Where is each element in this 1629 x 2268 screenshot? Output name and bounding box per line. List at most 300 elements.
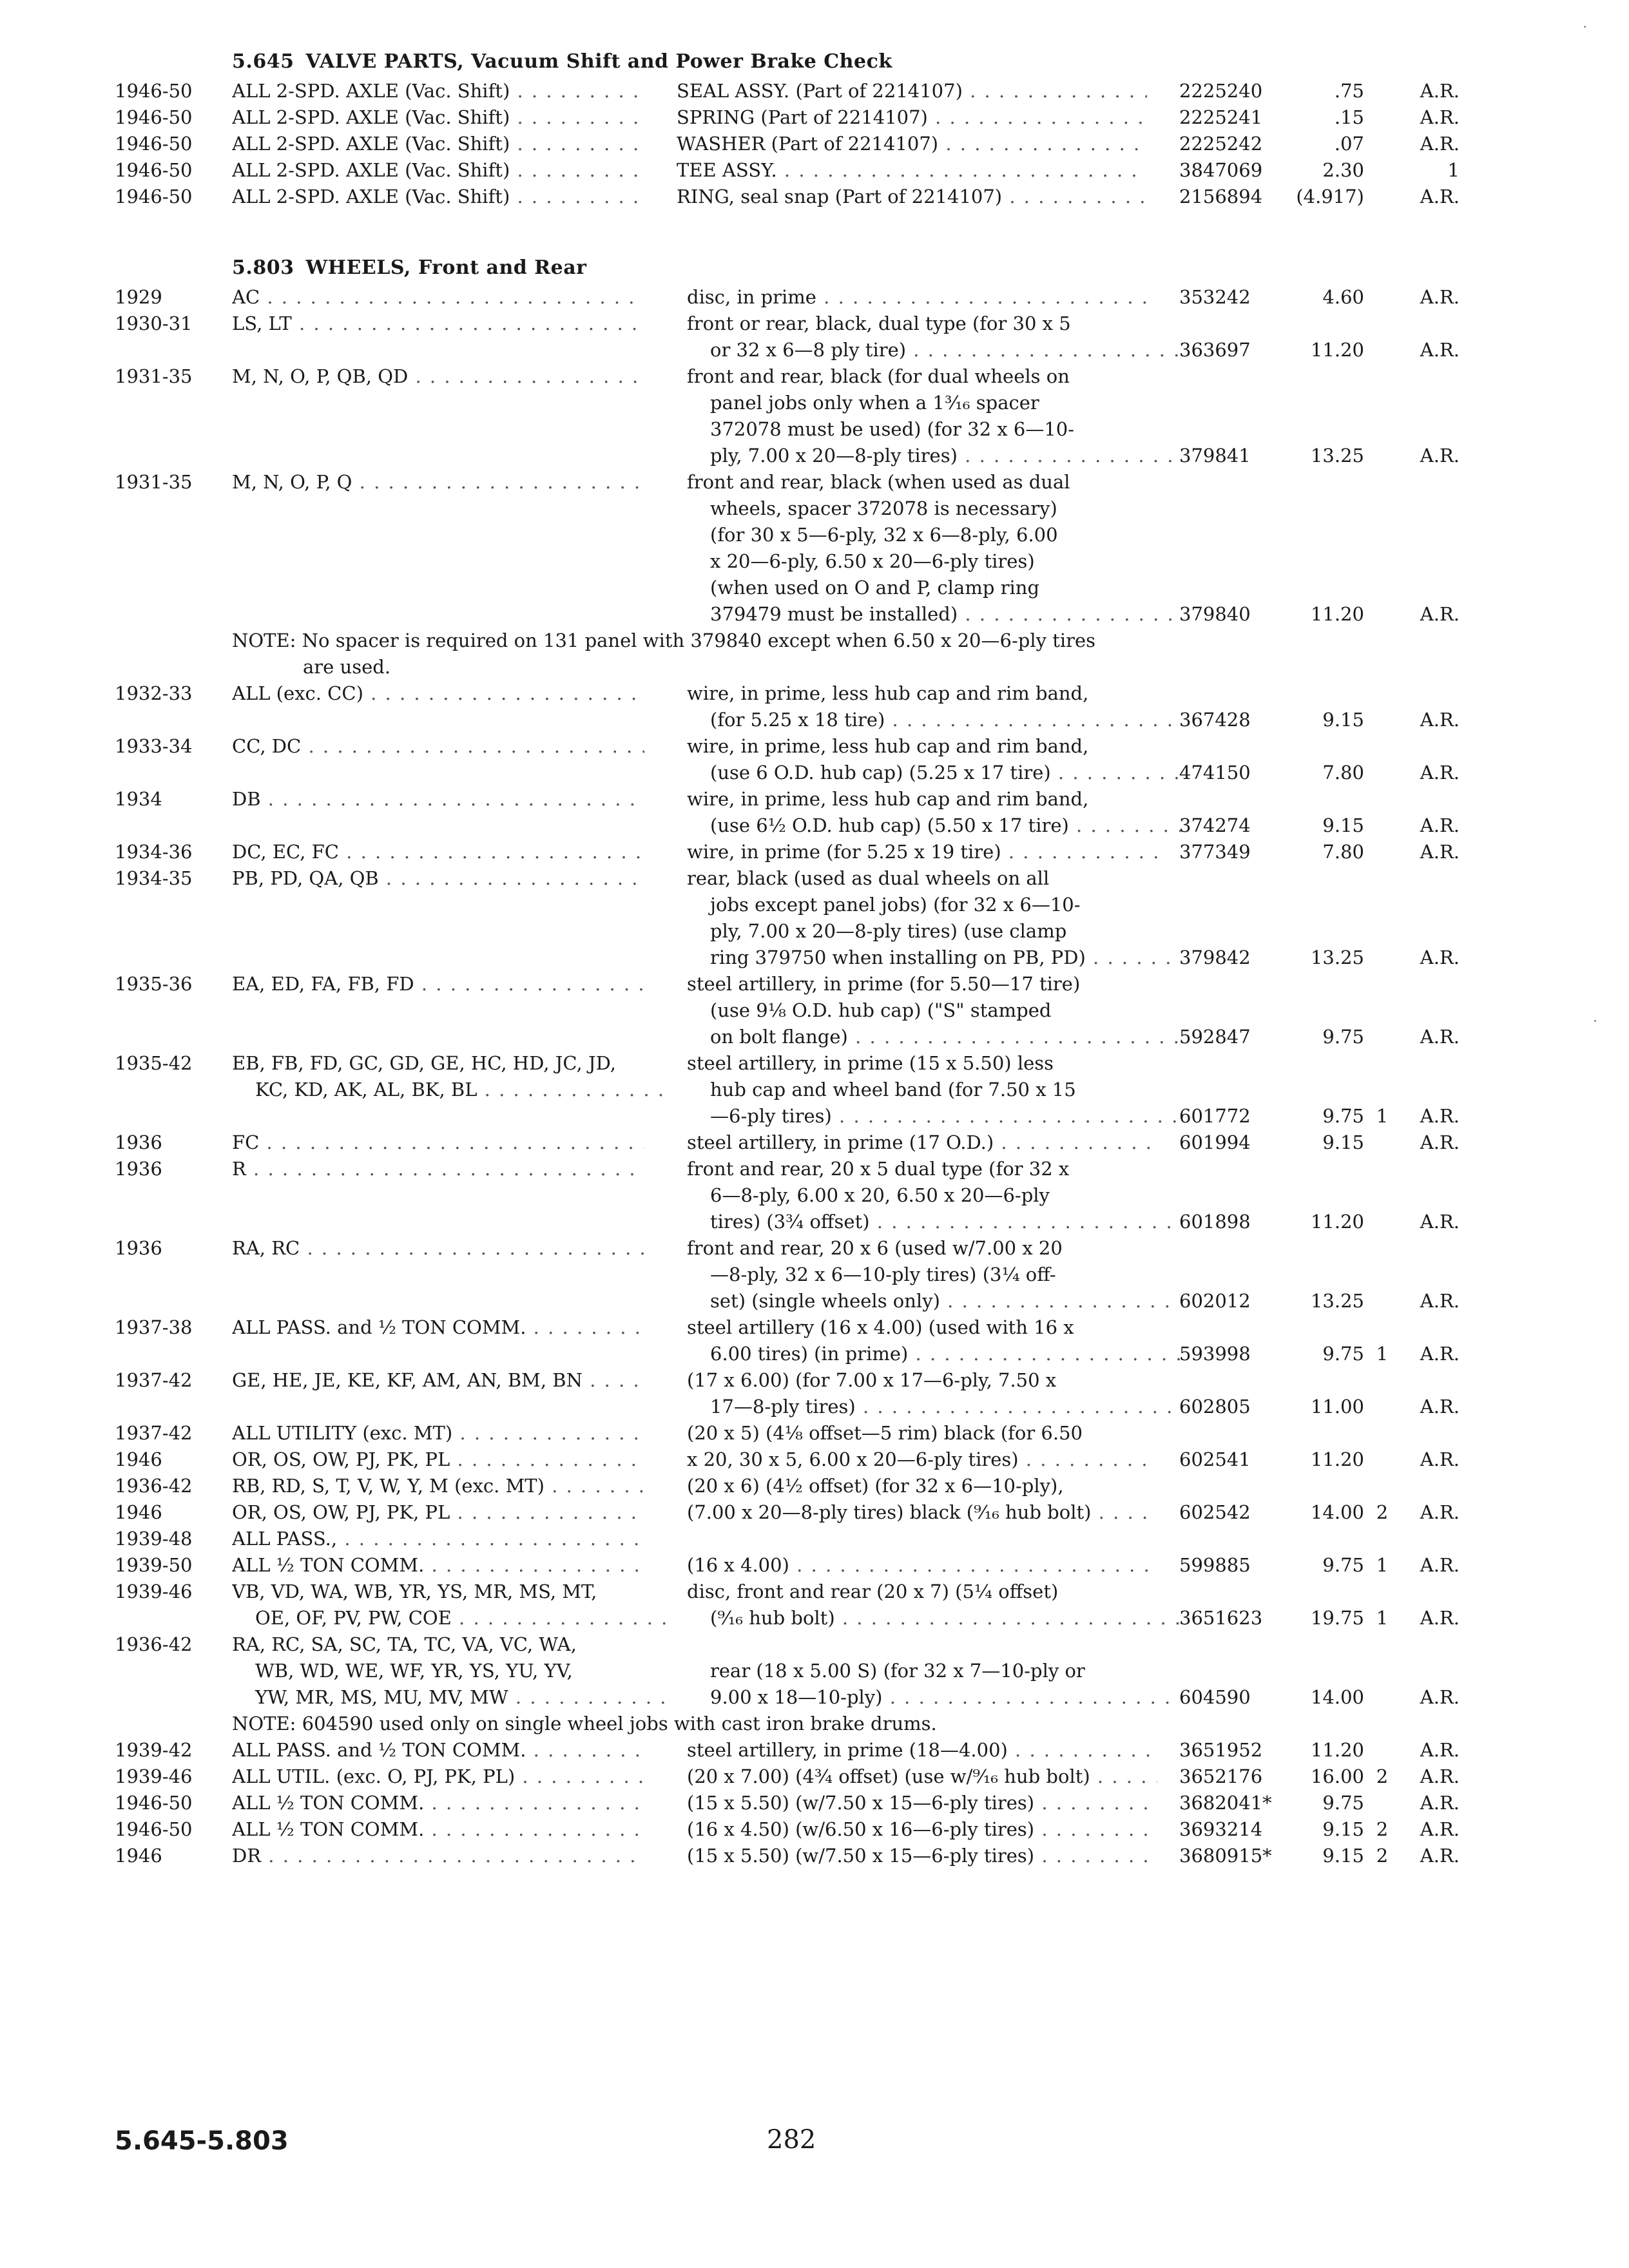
description-cell <box>687 575 1181 601</box>
description-cell <box>687 1658 1181 1684</box>
description-text: wire, in prime (for 5.25 x 19 tire) <box>687 841 1001 863</box>
part-number-cell: 353242 <box>1179 286 1251 308</box>
row-line <box>0 443 1629 469</box>
description-text: SEAL ASSY. (Part of 2214107) <box>677 80 963 102</box>
leader-dots <box>940 1290 1181 1312</box>
models-text: EB, FB, FD, GC, GD, GE, HC, HD, JC, JD, <box>232 1052 617 1074</box>
scan-speck <box>1594 1020 1596 1022</box>
years-cell: 1946-50 <box>115 186 193 207</box>
models-text: LS, LT <box>232 312 292 334</box>
row-line <box>0 469 1629 495</box>
price-cell: 7.80 <box>1322 841 1364 863</box>
leader-dots <box>339 841 644 863</box>
description-text: ply, 7.00 x 20—8-ply tires) <box>710 445 958 466</box>
row-line <box>0 1288 1629 1314</box>
leader-dots <box>526 1739 644 1761</box>
row-line <box>0 786 1629 812</box>
leader-dots <box>1091 1501 1157 1523</box>
models-cell <box>232 104 644 131</box>
row-line <box>0 104 1629 131</box>
part-number-cell: 602012 <box>1179 1290 1251 1312</box>
years-cell: 1934-35 <box>115 867 193 889</box>
description-cell <box>687 1579 1157 1605</box>
row-line <box>0 1816 1629 1843</box>
leader-dots <box>545 1475 644 1497</box>
description-text: (15 x 5.50) (w/7.50 x 15—6-ply tires) <box>687 1792 1035 1814</box>
part-number-cell: 379841 <box>1179 445 1251 466</box>
price-cell: 14.00 <box>1310 1501 1364 1523</box>
models-cell <box>232 1816 644 1843</box>
leader-dots <box>261 788 644 810</box>
years-cell: 1946 <box>115 1845 162 1867</box>
scan-speck <box>1584 26 1586 28</box>
leader-dots <box>477 1079 668 1100</box>
models-text: RB, RD, S, T, V, W, Y, M (exc. MT) <box>232 1475 545 1497</box>
description-cell <box>687 1209 1181 1235</box>
row-line <box>0 1552 1629 1579</box>
description-text: rear, black (used as dual wheels on all <box>687 867 1050 889</box>
description-cell <box>687 1077 1181 1103</box>
models-text: DB <box>232 788 261 810</box>
row-line <box>0 416 1629 443</box>
description-text: wheels, spacer 372078 is necessary) <box>710 497 1057 519</box>
description-cell <box>687 1235 1157 1262</box>
row-line <box>0 1262 1629 1288</box>
description-cell <box>687 1552 1157 1579</box>
models-text: ALL ½ TON COMM. <box>232 1818 425 1840</box>
price-cell: 9.75 <box>1322 1343 1364 1365</box>
models-cell <box>232 1499 644 1526</box>
part-number-cell: 3651952 <box>1179 1739 1263 1761</box>
quantity-cell: 1 <box>1376 1607 1389 1629</box>
leader-dots <box>508 1686 668 1708</box>
section-number: 5.645 <box>232 50 294 73</box>
usage-cell: A.R. <box>1420 1131 1460 1153</box>
row-line <box>0 1077 1629 1103</box>
description-text: (16 x 4.50) (w/6.50 x 16—6-ply tires) <box>687 1818 1035 1840</box>
models-cell <box>232 1631 644 1658</box>
description-text: panel jobs only when a 1³⁄₁₆ spacer <box>710 392 1039 414</box>
note-line: NOTE: No spacer is required on 131 panel with 379840 except when 6.50 x 20—6-ply tires <box>232 629 1096 651</box>
models-cell <box>232 311 644 337</box>
usage-cell: A.R. <box>1420 445 1460 466</box>
years-cell: 1939-46 <box>115 1581 193 1602</box>
table-row <box>0 1790 1629 1816</box>
row-line <box>0 1314 1629 1341</box>
table-row <box>0 311 1629 363</box>
table-row <box>0 680 1629 733</box>
leader-dots <box>1034 1818 1157 1840</box>
description-text: 9.00 x 18—10-ply) <box>710 1686 883 1708</box>
description-cell <box>687 1420 1157 1446</box>
leader-dots <box>510 159 644 181</box>
models-cell <box>232 157 644 184</box>
description-cell <box>677 131 1147 157</box>
models-cell <box>232 1473 644 1499</box>
models-text: M, N, O, P, Q <box>232 471 352 493</box>
part-number-cell: 3652176 <box>1179 1765 1263 1787</box>
description-text: x 20, 30 x 5, 6.00 x 20—6-ply tires) <box>687 1448 1019 1470</box>
price-cell: .07 <box>1334 133 1364 155</box>
price-cell: (4.917) <box>1296 186 1364 207</box>
description-text: (20 x 5) (4⅛ offset—5 rim) black (for 6.50 <box>687 1422 1083 1444</box>
usage-cell: A.R. <box>1420 1845 1460 1867</box>
part-number-cell: 602805 <box>1179 1396 1251 1418</box>
usage-cell: 1 <box>1447 159 1460 181</box>
leader-dots <box>1051 762 1181 783</box>
row-line <box>0 1129 1629 1156</box>
description-cell <box>687 918 1181 945</box>
models-cell <box>232 1314 644 1341</box>
years-cell: 1939-42 <box>115 1739 193 1761</box>
leader-dots <box>424 1818 644 1840</box>
price-cell: 11.20 <box>1310 603 1364 625</box>
description-cell <box>687 469 1157 495</box>
table-row <box>0 284 1629 311</box>
models-cell <box>232 1684 668 1711</box>
description-cell <box>687 945 1181 971</box>
years-cell: 1931-35 <box>115 471 193 493</box>
description-cell <box>687 1499 1157 1526</box>
leader-dots <box>510 80 644 102</box>
models-text: ALL (exc. CC) <box>232 682 363 704</box>
footer-section-range: 5.645-5.803 <box>115 2126 289 2156</box>
quantity-cell: 1 <box>1376 1343 1389 1365</box>
table-row <box>0 104 1629 131</box>
leader-dots <box>994 1131 1157 1153</box>
description-cell <box>687 1605 1181 1631</box>
description-text: front and rear, 20 x 6 (used w/7.00 x 20 <box>687 1237 1063 1259</box>
models-cell <box>232 1367 644 1394</box>
description-cell <box>687 1129 1157 1156</box>
usage-cell: A.R. <box>1420 1554 1460 1576</box>
table-row <box>0 839 1629 865</box>
leader-dots <box>301 735 644 757</box>
years-cell: 1932-33 <box>115 682 193 704</box>
table-row <box>0 1156 1629 1235</box>
description-cell <box>687 1024 1181 1050</box>
description-cell <box>687 1103 1181 1129</box>
models-text: OE, OF, PV, PW, COE <box>255 1607 452 1629</box>
description-cell <box>677 184 1147 210</box>
models-text: RA, RC <box>232 1237 300 1259</box>
price-cell: 16.00 <box>1310 1765 1364 1787</box>
row-line <box>0 892 1629 918</box>
description-cell <box>687 786 1157 812</box>
models-text: ALL 2-SPD. AXLE (Vac. Shift) <box>232 159 510 181</box>
row-line <box>0 1605 1629 1631</box>
part-number-cell: 3682041* <box>1179 1792 1272 1814</box>
description-text: (15 x 5.50) (w/7.50 x 15—6-ply tires) <box>687 1845 1035 1867</box>
years-cell: 1933-34 <box>115 735 193 757</box>
leader-dots <box>337 1528 644 1550</box>
models-text: AC <box>232 286 260 308</box>
part-number-cell: 2225241 <box>1179 106 1263 128</box>
section-title: VALVE PARTS, <box>305 50 465 73</box>
row-line <box>0 1684 1629 1711</box>
table-row <box>0 131 1629 157</box>
description-text: (for 30 x 5—6-ply, 32 x 6—8-ply, 6.00 <box>710 524 1058 546</box>
models-cell <box>232 1050 644 1077</box>
row-line <box>0 760 1629 786</box>
models-cell <box>232 1077 668 1103</box>
part-number-cell: 2225240 <box>1179 80 1263 102</box>
table-row <box>0 1737 1629 1763</box>
row-line <box>0 1737 1629 1763</box>
models-text: GE, HE, JE, KE, KF, AM, AN, BM, BN <box>232 1369 583 1391</box>
description-cell <box>687 892 1181 918</box>
description-cell <box>687 1473 1157 1499</box>
table-row <box>0 1526 1629 1552</box>
part-number-cell: 474150 <box>1179 762 1251 783</box>
years-cell: 1934-36 <box>115 841 193 863</box>
part-number-cell: 2156894 <box>1179 186 1263 207</box>
description-cell <box>687 284 1157 311</box>
row-line <box>0 575 1629 601</box>
description-text: ply, 7.00 x 20—8-ply tires) (use clamp <box>710 920 1067 942</box>
description-text: (use 6 O.D. hub cap) (5.25 x 17 tire) <box>710 762 1051 783</box>
part-number-cell: 379840 <box>1179 603 1251 625</box>
models-cell <box>232 1843 644 1869</box>
models-cell <box>232 1658 668 1684</box>
table-row <box>0 733 1629 786</box>
description-cell <box>687 1288 1181 1314</box>
leader-dots <box>777 159 1147 181</box>
description-text: (20 x 7.00) (4¾ offset) (use w/⁹⁄₁₆ hub bolt) <box>687 1765 1090 1787</box>
years-cell: 1939-48 <box>115 1528 193 1550</box>
description-text: wire, in prime, less hub cap and rim band, <box>687 682 1089 704</box>
description-text: (⁹⁄₁₆ hub bolt) <box>710 1607 835 1629</box>
section-subtitle: Vacuum Shift and Power Brake Check <box>471 50 892 73</box>
leader-dots <box>526 1316 644 1338</box>
table-row <box>0 1314 1629 1367</box>
part-number-cell: 599885 <box>1179 1554 1251 1576</box>
description-text: —8-ply, 32 x 6—10-ply tires) (3¼ off- <box>710 1264 1056 1285</box>
description-cell <box>687 548 1181 575</box>
table-row <box>0 865 1629 971</box>
models-text: RA, RC, SA, SC, TA, TC, VA, VC, WA, <box>232 1633 577 1655</box>
description-text: steel artillery, in prime (17 O.D.) <box>687 1131 994 1153</box>
models-text: M, N, O, P, QB, QD <box>232 365 409 387</box>
part-number-cell: 379842 <box>1179 947 1251 968</box>
leader-dots <box>363 682 644 704</box>
description-text: (7.00 x 20—8-ply tires) black (⁹⁄₁₆ hub bolt) <box>687 1501 1092 1523</box>
description-text: steel artillery, in prime (15 x 5.50) less <box>687 1052 1054 1074</box>
usage-cell: A.R. <box>1420 1607 1460 1629</box>
leader-dots <box>414 973 644 995</box>
description-text: steel artillery, in prime (for 5.50—17 tire) <box>687 973 1081 995</box>
years-cell: 1946 <box>115 1501 162 1523</box>
description-text: (use 9⅛ O.D. hub cap) ("S" stamped <box>710 999 1052 1021</box>
description-cell <box>687 1446 1157 1473</box>
years-cell: 1931-35 <box>115 365 193 387</box>
usage-cell: A.R. <box>1420 339 1460 361</box>
part-number-cell: 3847069 <box>1179 159 1263 181</box>
price-cell: 9.15 <box>1322 1131 1364 1153</box>
table-row <box>0 363 1629 469</box>
years-cell: 1946 <box>115 1448 162 1470</box>
description-cell <box>687 1684 1181 1711</box>
description-text: 17—8-ply tires) <box>710 1396 856 1418</box>
price-cell: 13.25 <box>1310 947 1364 968</box>
models-cell <box>232 284 644 311</box>
years-cell: 1937-42 <box>115 1369 193 1391</box>
years-cell: 1936 <box>115 1158 162 1180</box>
usage-cell: A.R. <box>1420 1792 1460 1814</box>
years-cell: 1930-31 <box>115 312 193 334</box>
leader-dots <box>908 1343 1181 1365</box>
years-cell: 1946-50 <box>115 80 193 102</box>
quantity-cell: 1 <box>1376 1105 1389 1127</box>
years-cell: 1936 <box>115 1237 162 1259</box>
description-text: (16 x 4.00) <box>687 1554 789 1576</box>
years-cell: 1946-50 <box>115 159 193 181</box>
leader-dots <box>816 286 1157 308</box>
years-cell: 1937-42 <box>115 1422 193 1444</box>
row-line <box>0 1499 1629 1526</box>
description-text: disc, in prime <box>687 286 816 308</box>
leader-dots <box>352 471 644 493</box>
row-line <box>0 131 1629 157</box>
row-line <box>0 1235 1629 1262</box>
price-cell: .75 <box>1334 80 1364 102</box>
row-line <box>0 495 1629 522</box>
row-line <box>0 1446 1629 1473</box>
leader-dots <box>1090 1765 1157 1787</box>
description-cell <box>687 733 1157 760</box>
row-line <box>0 311 1629 337</box>
leader-dots <box>510 186 644 207</box>
models-text: CC, DC <box>232 735 302 757</box>
quantity-cell: 2 <box>1376 1765 1389 1787</box>
price-cell: 11.20 <box>1310 1211 1364 1233</box>
models-text: R <box>232 1158 246 1180</box>
leader-dots <box>928 106 1147 128</box>
table-row <box>0 1129 1629 1156</box>
description-text: disc, front and rear (20 x 7) (5¼ offset) <box>687 1581 1059 1602</box>
description-text: (use 6½ O.D. hub cap) (5.50 x 17 tire) <box>710 814 1069 836</box>
models-text: YW, MR, MS, MU, MV, MW <box>255 1686 508 1708</box>
table-row <box>0 1763 1629 1790</box>
leader-dots <box>835 1607 1181 1629</box>
leader-dots <box>958 603 1181 625</box>
table-row <box>0 1446 1629 1473</box>
models-cell <box>232 786 644 812</box>
part-number-cell: 601994 <box>1179 1131 1251 1153</box>
row-line <box>0 284 1629 311</box>
description-cell <box>677 104 1147 131</box>
years-cell: 1946-50 <box>115 1818 193 1840</box>
price-cell: 9.75 <box>1322 1792 1364 1814</box>
description-text: front or rear, black, dual type (for 30 x 5 <box>687 312 1071 334</box>
description-text: 6.00 tires) (in prime) <box>710 1343 909 1365</box>
description-cell <box>687 1156 1157 1182</box>
part-number-cell: 377349 <box>1179 841 1251 863</box>
row-line <box>0 1843 1629 1869</box>
row-line <box>0 363 1629 390</box>
description-cell <box>687 337 1181 363</box>
section-subtitle: Front and Rear <box>418 256 587 279</box>
models-text: ALL 2-SPD. AXLE (Vac. Shift) <box>232 80 510 102</box>
leader-dots <box>260 286 644 308</box>
description-cell <box>687 1367 1157 1394</box>
price-cell: 9.15 <box>1322 814 1364 836</box>
years-cell: 1937-38 <box>115 1316 193 1338</box>
leader-dots <box>963 80 1147 102</box>
description-cell <box>687 680 1157 707</box>
description-cell <box>687 707 1181 733</box>
table-row <box>0 469 1629 628</box>
description-cell <box>687 522 1181 548</box>
leader-dots <box>583 1369 644 1391</box>
usage-cell: A.R. <box>1420 1290 1460 1312</box>
row-line <box>0 1579 1629 1605</box>
part-number-cell: 593998 <box>1179 1343 1251 1365</box>
row-line <box>0 839 1629 865</box>
models-text: DC, EC, FC <box>232 841 339 863</box>
price-cell: 9.15 <box>1322 1845 1364 1867</box>
row-line <box>0 1763 1629 1790</box>
part-number-cell: 601772 <box>1179 1105 1251 1127</box>
row-line <box>0 1473 1629 1499</box>
part-number-cell: 592847 <box>1179 1026 1251 1048</box>
leader-dots <box>259 1131 644 1153</box>
description-text: front and rear, 20 x 5 dual type (for 32 x <box>687 1158 1070 1180</box>
description-text: (17 x 6.00) (for 7.00 x 17—6-ply, 7.50 x <box>687 1369 1057 1391</box>
years-cell: 1939-46 <box>115 1765 193 1787</box>
description-cell <box>677 78 1147 104</box>
page-number: 282 <box>767 2125 816 2155</box>
models-cell <box>232 1552 644 1579</box>
models-cell <box>232 363 644 390</box>
description-text: set) (single wheels only) <box>710 1290 940 1312</box>
leader-dots <box>938 133 1147 155</box>
description-text: 372078 must be used) (for 32 x 6—10- <box>710 418 1075 440</box>
description-text: SPRING (Part of 2214107) <box>677 106 928 128</box>
row-line <box>0 1050 1629 1077</box>
leader-dots <box>450 1501 644 1523</box>
models-text: OR, OS, OW, PJ, PK, PL <box>232 1448 450 1470</box>
usage-cell: A.R. <box>1420 1396 1460 1418</box>
row-line <box>0 1209 1629 1235</box>
row-line <box>0 1367 1629 1394</box>
leader-dots <box>292 312 644 334</box>
description-cell <box>687 363 1157 390</box>
table-row <box>0 1631 1629 1711</box>
usage-cell: A.R. <box>1420 1686 1460 1708</box>
part-number-cell: 601898 <box>1179 1211 1251 1233</box>
years-cell: 1935-36 <box>115 973 193 995</box>
models-text: ALL UTIL. (exc. O, PJ, PK, PL) <box>232 1765 516 1787</box>
part-number-cell: 602541 <box>1179 1448 1251 1470</box>
usage-cell: A.R. <box>1420 603 1460 625</box>
leader-dots <box>906 339 1181 361</box>
years-cell: 1946-50 <box>115 133 193 155</box>
price-cell: 2.30 <box>1322 159 1364 181</box>
usage-cell: A.R. <box>1420 1343 1460 1365</box>
usage-cell: A.R. <box>1420 286 1460 308</box>
models-text: OR, OS, OW, PJ, PK, PL <box>232 1501 450 1523</box>
row-line <box>0 1024 1629 1050</box>
years-cell: 1946-50 <box>115 1792 193 1814</box>
models-cell <box>232 1129 644 1156</box>
models-text: ALL PASS. and ½ TON COMM. <box>232 1739 526 1761</box>
leader-dots <box>1008 1739 1157 1761</box>
models-cell <box>232 1790 644 1816</box>
row-line <box>0 1420 1629 1446</box>
price-cell: .15 <box>1334 106 1364 128</box>
leader-dots <box>452 1607 668 1629</box>
